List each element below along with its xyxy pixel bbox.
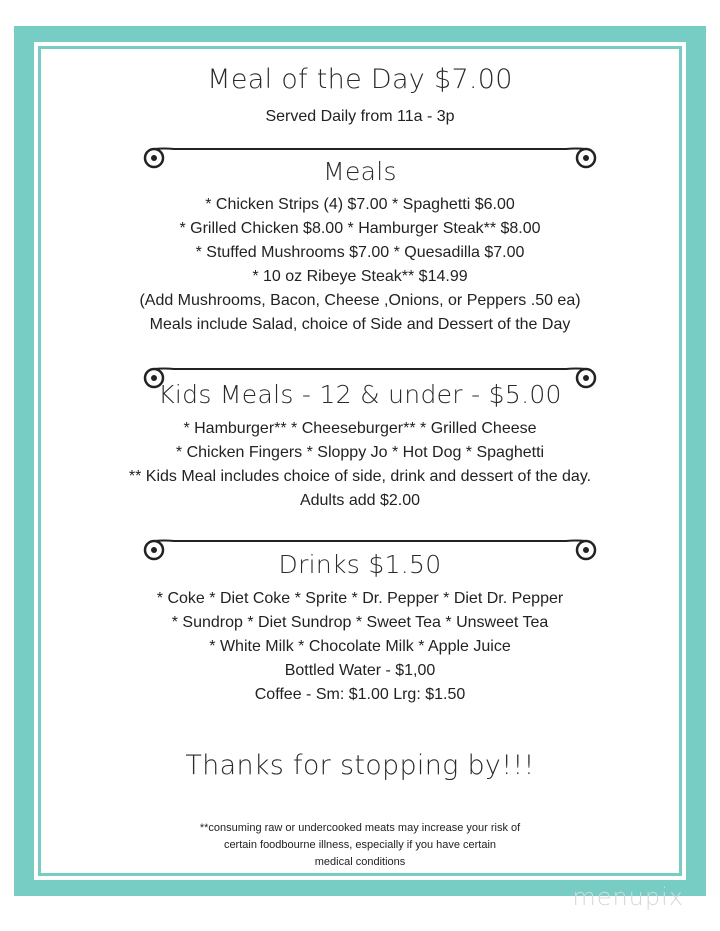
drinks-list xyxy=(60,587,660,707)
kids-meals-title: Kids Meals - 12 & under - $5.00 xyxy=(158,380,562,409)
food-safety-note xyxy=(170,820,550,871)
drinks-line: Coffee - Sm: $1.00 Lrg: $1.50 xyxy=(254,686,466,703)
meals-line: * Grilled Chicken $8.00 * Hamburger Steak** $8.00 xyxy=(179,220,541,237)
meals-line: * 10 oz Ribeye Steak** $14.99 xyxy=(252,268,468,285)
meals-line: * Stuffed Mushrooms $7.00 * Quesadilla $7.00 xyxy=(195,244,525,261)
meals-line: (Add Mushrooms, Bacon, Cheese ,Onions, or Peppers .50 ea) xyxy=(139,292,581,309)
note-line: certain foodbourne illness, especially if you have certain xyxy=(223,839,497,851)
kids-line: Adults add $2.00 xyxy=(299,492,421,509)
meals-line: Meals include Salad, choice of Side and Dessert of the Day xyxy=(149,316,571,333)
frame-line-right xyxy=(686,42,690,880)
kids-meals-list xyxy=(60,417,660,513)
drinks-line: Bottled Water - $1,00 xyxy=(284,662,436,679)
thanks-message: Thanks for stopping by!!! xyxy=(185,750,535,781)
drinks-line: * White Milk * Chocolate Milk * Apple Juice xyxy=(209,638,511,655)
meals-line: * Chicken Strips (4) $7.00 * Spaghetti $6.00 xyxy=(205,196,515,213)
note-line: medical conditions xyxy=(314,856,406,868)
kids-line: * Chicken Fingers * Sloppy Jo * Hot Dog * Spaghetti xyxy=(175,444,545,461)
meal-of-the-day-title: Meal of the Day $7.00 xyxy=(207,64,513,95)
drinks-line: * Sundrop * Diet Sundrop * Sweet Tea * Unsweet Tea xyxy=(171,614,549,631)
drinks-line: * Coke * Diet Coke * Sprite * Dr. Pepper * Diet Dr. Pepper xyxy=(156,590,564,607)
kids-line: * Hamburger** * Cheeseburger** * Grilled Cheese xyxy=(183,420,537,437)
kids-line: ** Kids Meal includes choice of side, drink and dessert of the day. xyxy=(128,468,592,485)
drinks-title: Drinks $1.50 xyxy=(278,550,442,579)
note-line: **consuming raw or undercooked meats may increase your risk of xyxy=(199,822,521,834)
frame-line-left xyxy=(30,42,34,880)
menupix-watermark: menupix xyxy=(572,883,684,911)
served-daily-text: Served Daily from 11a - 3p xyxy=(265,108,455,125)
meals-list xyxy=(60,193,660,337)
meals-title: Meals xyxy=(323,157,397,186)
